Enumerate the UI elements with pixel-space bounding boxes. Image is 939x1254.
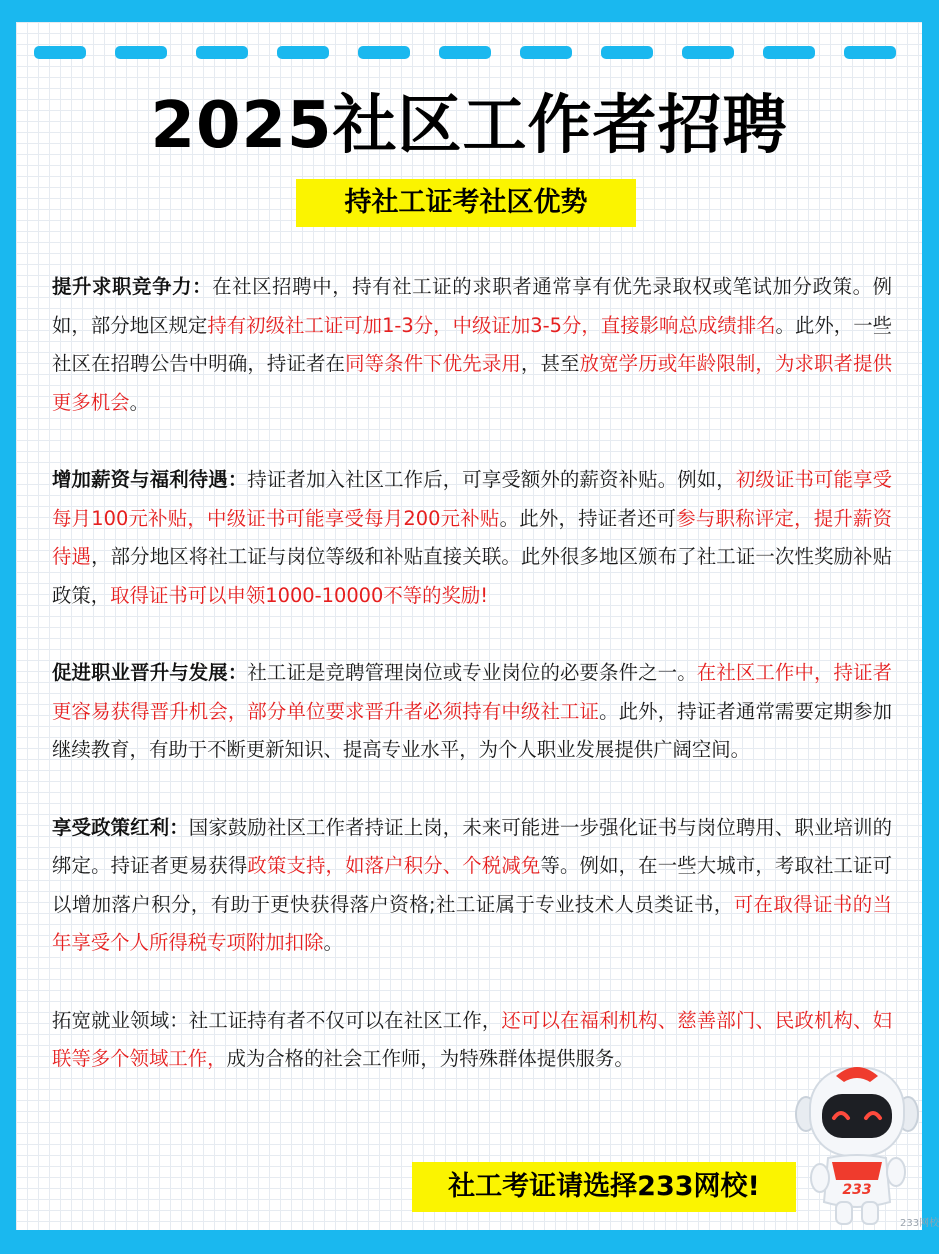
emphasis-text: 取得证书可以申领1000-10000不等的奖励! xyxy=(110,583,489,607)
body-text: 。此外，持证者还可 xyxy=(499,506,677,530)
emphasis-text: 参与职称评定，提升薪资待遇 xyxy=(52,506,893,568)
body-text: 。此外，一些社区在招聘公告中明确，持证者在 xyxy=(52,313,893,375)
body-text: 。 xyxy=(323,931,343,954)
section-competitiveness xyxy=(52,268,892,422)
body-text: 社工证持有者不仅可以在社区工作， xyxy=(188,1008,502,1032)
page-title: 2025社区工作者招聘 xyxy=(150,89,788,163)
emphasis-text: 放宽学历或年龄限制，为求职者提供更多机会 xyxy=(52,352,893,414)
dash-decoration xyxy=(115,46,167,59)
watermark-text: 233网校 xyxy=(900,1218,939,1229)
section-heading: 拓宽就业领域： xyxy=(52,1008,189,1032)
dash-decoration xyxy=(601,46,653,59)
dash-decoration xyxy=(277,46,329,59)
body-text: 等。例如，在一些大城市，考取社工证可以增加落户积分，有助于更快获得落户资格;社工证属于专业技术人员类证书， xyxy=(52,854,893,916)
body-text: 。 xyxy=(129,390,149,414)
dash-decoration xyxy=(682,46,734,59)
section-career xyxy=(52,654,892,770)
body-text: ，甚至 xyxy=(520,352,580,375)
body-text: 成为合格的社会工作师，为特殊群体提供服务。 xyxy=(226,1047,634,1070)
call-to-action-banner: 社工考证请选择233网校! xyxy=(412,1162,796,1212)
body-text: 国家鼓励社区工作者持证上岗，未来可能进一步强化证书与岗位聘用、职业培训的绑定。持证者更易获得 xyxy=(52,815,893,877)
robot-mascot-icon xyxy=(792,1052,922,1230)
body-text: 。此外，持证者通常需要定期参加继续教育，有助于不断更新知识、提高专业水平，为个人职业发展提供广阔空间。 xyxy=(52,699,893,761)
body-text: ，部分地区将社工证与岗位等级和补贴直接关联。此外很多地区颁布了社工证一次性奖励补贴政策， xyxy=(52,545,892,607)
mascot-badge-text: 233 xyxy=(842,1182,872,1198)
emphasis-text: 持有初级社工证可加1-3分，中级证加3-5分，直接影响总成绩排名 xyxy=(207,313,776,337)
emphasis-text: 可在取得证书的当年享受个人所得税专项附加扣除 xyxy=(52,892,892,954)
dash-decoration xyxy=(520,46,572,59)
section-heading: 促进职业晋升与发展： xyxy=(52,661,248,684)
body-text: 持证者加入社区工作后，可享受额外的薪资补贴。例如， xyxy=(247,468,736,491)
emphasis-text: 同等条件下优先录用 xyxy=(345,352,521,375)
article-body xyxy=(52,268,892,1118)
emphasis-text: 初级证书可能享受每月100元补贴，中级证书可能享受每月200元补贴 xyxy=(52,468,893,530)
section-heading: 增加薪资与福利待遇： xyxy=(52,468,248,491)
dash-decoration xyxy=(196,46,248,59)
dash-decoration xyxy=(844,46,896,59)
body-text: 社工证是竞聘管理岗位或专业岗位的必要条件之一。 xyxy=(247,661,697,684)
dash-decoration xyxy=(34,46,86,59)
poster-card xyxy=(16,22,939,1230)
section-heading: 提升求职竞争力： xyxy=(52,275,213,298)
section-heading: 享受政策红利： xyxy=(52,815,189,839)
emphasis-text: 还可以在福利机构、慈善部门、民政机构、妇联等多个领域工作， xyxy=(52,1008,893,1070)
dash-decoration xyxy=(439,46,491,59)
dash-decoration xyxy=(358,46,410,59)
decorative-dash-row xyxy=(34,46,904,60)
emphasis-text: 在社区工作中，持证者更容易获得晋升机会，部分单位要求晋升者必须持有中级社工证 xyxy=(52,661,893,723)
section-salary xyxy=(52,461,892,615)
subtitle-banner: 持社工证考社区优势 xyxy=(296,179,636,227)
section-policy xyxy=(52,809,892,963)
body-text: 在社区招聘中，持有社工证的求职者通常享有优先录取权或笔试加分政策。例如，部分地区规定 xyxy=(52,275,893,337)
dash-decoration xyxy=(763,46,815,59)
section-employment xyxy=(52,1002,892,1079)
emphasis-text: 政策支持，如落户积分、个税减免 xyxy=(247,854,541,877)
